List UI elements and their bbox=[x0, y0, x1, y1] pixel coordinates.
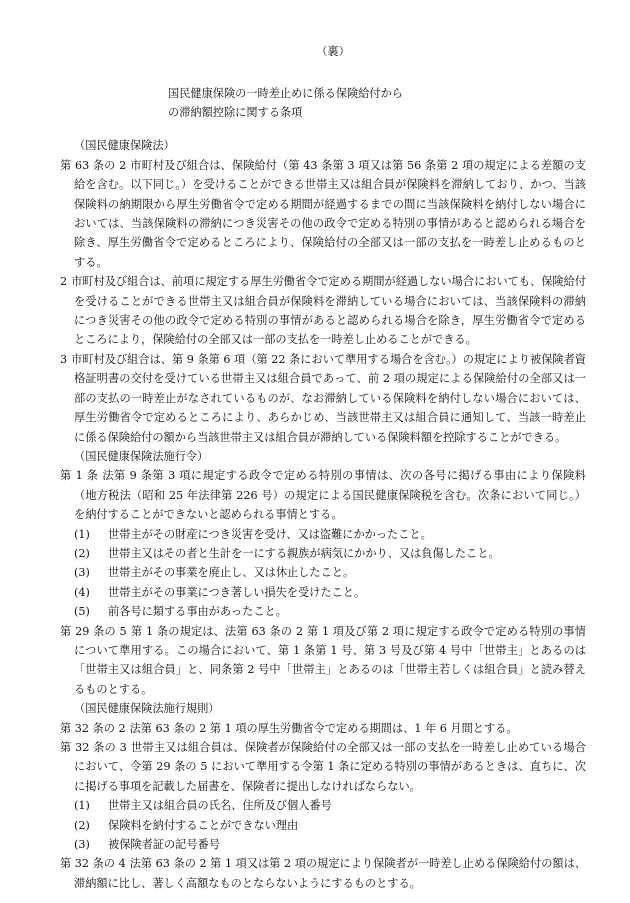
page-side-label: （裏） bbox=[316, 45, 350, 58]
title-line-2: の滞納額控除に関する条項 bbox=[168, 105, 303, 119]
item-text: 世帯主がその財産につき災害を受け、又は盗難にかかったこと。 bbox=[108, 527, 432, 541]
item-text: 被保険者証の記号番号 bbox=[108, 838, 220, 852]
item-number: (2) bbox=[74, 818, 90, 832]
article-number: 第 1 条 bbox=[60, 469, 99, 483]
list-item bbox=[60, 544, 586, 563]
article-32-4 bbox=[60, 854, 586, 893]
list-item bbox=[60, 563, 586, 582]
article-text: 法第 9 条第 3 項に規定する政令で定める特別の事情は、次の各号に掲げる事由により保険料（地方税法（昭和 25 年法律第 226 号）の規定による国民健康保険税を含む。次条において同じ。）を納付することができないと認められる事情とする。 bbox=[74, 469, 586, 522]
list-item bbox=[60, 816, 586, 835]
item-number: (5) bbox=[74, 605, 90, 619]
item-number: (2) bbox=[74, 546, 90, 560]
paragraph-number: 2 bbox=[60, 275, 68, 289]
item-number: (1) bbox=[74, 527, 90, 541]
document-title bbox=[168, 85, 586, 122]
article-32-2 bbox=[60, 719, 586, 738]
article-number: 第 32 条の 4 bbox=[60, 857, 126, 871]
article-text: 市町村及び組合は、第 9 条第 6 項（第 22 条において準用する場合を含む。）の規定により被保険者資格証明書の交付を受けている世帯主又は組合員であって、前 2 項の規定による保険給付の全部又は一部の支払の一時差止がなされているものが、なお滞納している保険料を納付しない場合においては、厚生労働省令で定めるところにより、あらかじめ、当該世帯主又は組合員に通知して、当該一時差止に係る保険給付の額から当該世帯主又は組合員が滞納している保険料額を控除することができる。 bbox=[71, 352, 586, 444]
item-text: 保険料を納付することができない理由 bbox=[108, 818, 299, 832]
article-63-2-para-3 bbox=[60, 350, 586, 447]
item-text: 世帯主又は組合員の氏名、住所及び個人番号 bbox=[108, 799, 332, 813]
title-line-1: 国民健康保険の一時差止めに係る保険給付から bbox=[168, 87, 403, 101]
article-text: 世帯主又は組合員は、保険者が保険給付の全部又は一部の支払を一時差し止めている場合において、令第 29 条の 5 において準用する令第 1 条に定める特別の事情があるときは、直ちに、次に掲げる事項を記載した届書を、保険者に提出しなければならない。 bbox=[74, 741, 586, 793]
article-number: 第 32 条の 3 bbox=[60, 741, 127, 754]
list-item bbox=[60, 583, 586, 602]
section-heading-ordinance: （国民健康保険法施行令） bbox=[74, 449, 209, 463]
list-item bbox=[60, 525, 586, 544]
article-text: 法第 63 条の 2 第 1 項の厚生労働省令で定める期間は、1 年 6 月間とする。 bbox=[129, 721, 518, 735]
list-item bbox=[60, 602, 586, 621]
item-number: (3) bbox=[74, 838, 90, 852]
item-text: 世帯主がその事業につき著しい損失を受けたこと。 bbox=[108, 585, 366, 599]
article-29-5 bbox=[60, 622, 586, 700]
list-item bbox=[60, 796, 586, 815]
section-heading-act: （国民健康保険法） bbox=[74, 139, 175, 153]
article-text: 市町村及び組合は、保険給付（第 43 条第 3 項又は第 56 条第 2 項の規定による差額の支給を含む。以下同じ。）を受けることができる世帯主又は組合員が保険料を滞納しており、かつ、当該保険料の納期限から厚生労働省令で定める期間が経過するまでの間に当該保険料を納付しない場合においては、当該保険料の滞納につき災害その他の政令で定める特別の事情があると認められる場合を除き、厚生労働省令で定めるところにより、保険給付の全部又は一部の支払を一時差し止めるものとする。 bbox=[74, 158, 586, 269]
article-text: 市町村及び組合は、前項に規定する厚生労働省令で定める期間が経過しない場合においても、保険給付を受けることができる世帯主又は組合員が保険料を滞納している場合においては、当該保険料の滞納につき災害その他の政令で定める特別の事情があると認められる場合を除き，厚生労働省令で定めるところにより，保険給付の全部又は一部の支払を一時差し止めることができる。 bbox=[71, 275, 586, 347]
article-text: 法第 63 条の 2 第 1 項又は第 2 項の規定により保険者が一時差し止める保険給付の額は、滞納額に比し、著しく高額なものとならないようにするものとする。 bbox=[74, 857, 586, 890]
item-number: (4) bbox=[74, 585, 90, 599]
item-number: (1) bbox=[74, 799, 90, 813]
article-1 bbox=[60, 466, 586, 524]
item-text: 世帯主がその事業を廃止し、又は休止したこと。 bbox=[108, 566, 355, 580]
item-text: 世帯主又はその者と生計を一にする親族が病気にかかり、又は負傷したこと。 bbox=[108, 546, 500, 560]
section-heading-regulations: （国民健康保険法施行規則） bbox=[74, 702, 220, 716]
item-text: 前各号に類する事由があったこと。 bbox=[108, 605, 287, 619]
article-63-2-para-1 bbox=[60, 156, 586, 272]
paragraph-number: 3 bbox=[60, 352, 68, 366]
item-number: (3) bbox=[74, 566, 90, 580]
article-text: 第 1 条の規定は、法第 63 条の 2 第 1 項及び第 2 項に規定する政令で定める特別の事情について準用する。この場合において、第 1 条第 1 号、第 3 号及び第 4 号中「世帯主」とあるのは「世帯主又は組合員」と、同条第 2 号中「世帯主」とあるのは「世帯主若しくは組合員」と読み替えるものとする。 bbox=[74, 624, 586, 696]
article-63-2-para-2 bbox=[60, 272, 586, 350]
article-number: 第 29 条の 5 bbox=[60, 624, 127, 638]
article-number: 第 32 条の 2 bbox=[60, 721, 126, 735]
list-item bbox=[60, 835, 586, 854]
article-32-3 bbox=[60, 738, 586, 796]
article-number: 第 63 条の 2 bbox=[60, 158, 127, 172]
